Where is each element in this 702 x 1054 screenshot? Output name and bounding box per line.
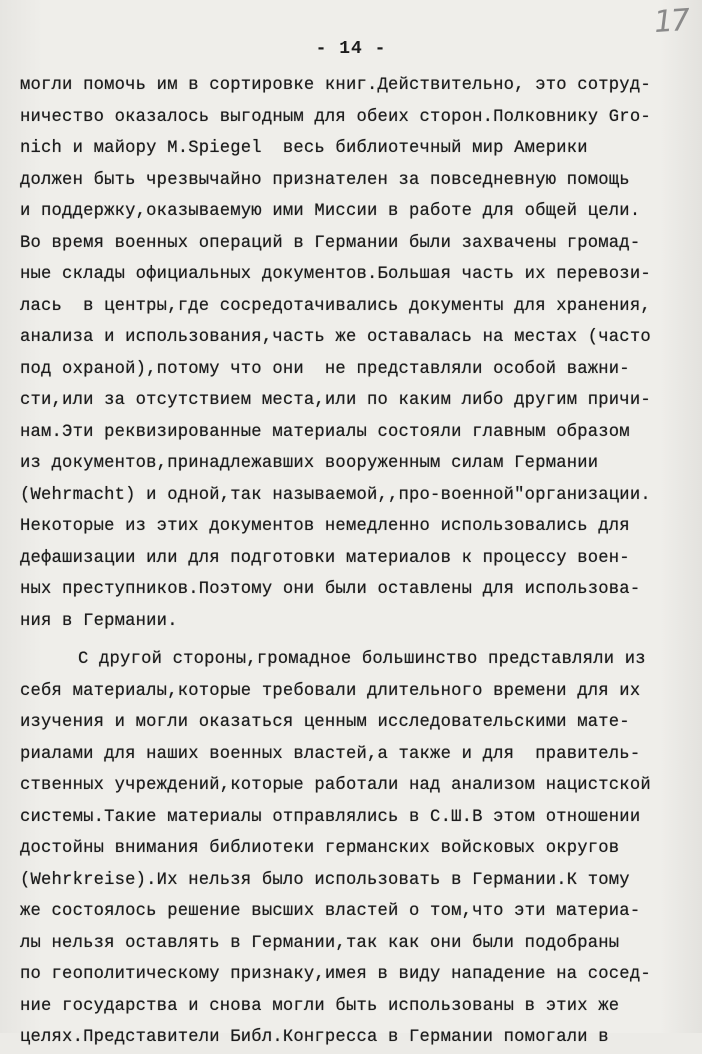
text-line: Во время военных операций в Германии были захвачены громад- — [20, 233, 641, 253]
page-number: - 14 - — [315, 39, 387, 59]
text-line: сти,или за отсутствием места,или по каким либо другим причи- — [20, 391, 651, 410]
text-line: системы.Такие материалы отправлялись в С.Ш.В этом отношении — [20, 807, 641, 827]
text-line: могли помочь им в сортировке книг.Действительно, это сотруд- — [20, 76, 651, 95]
text-line: (Wehrkreise).Их нельзя было использовать в Германии.К тому — [20, 870, 630, 890]
text-line: анализа и использования,часть же оставалась на местах (часто — [20, 328, 651, 347]
text-line: (Wehrmacht) и одной,так называемой,,про-военной"организации. — [20, 485, 651, 505]
text-line: ничество оказалось выгодным для обеих сторон.Полковнику Gro- — [20, 107, 651, 127]
text-line: лы нельзя оставлять в Германии,так как они были подобраны — [20, 933, 620, 953]
text-line-paragraph-start: С другой стороны,громадное большинство представляли из — [78, 650, 646, 669]
text-line: должен быть чрезвычайно признателен за повседневную помощь — [20, 170, 630, 190]
text-line: ные склады официальных документов.Большая часть их перевози- — [20, 265, 651, 284]
text-line: nich и майору M.Spiegel весь библиотечный мир Америки — [20, 139, 588, 158]
text-line: нам.Эти реквизированные материалы состояли главным образом — [20, 422, 630, 442]
text-line: изучения и могли оказаться ценным исследовательскими мате- — [20, 713, 630, 732]
text-line: ние государства и снова могли быть использованы в этих же — [20, 996, 620, 1016]
text-line: дефашизации или для подготовки материалов к процессу воен- — [20, 548, 630, 568]
text-line: из документов,принадлежавших вооруженным силам Германии — [20, 454, 599, 473]
text-line: под охраной),потому что они не представляли особой важни- — [20, 359, 630, 379]
text-line: ственных учреждений,которые работали над анализом нацистской — [20, 776, 651, 795]
text-line: риалами для наших военных властей,а также и для правитель- — [20, 744, 641, 764]
text-line: достойны внимания библиотеки германских войсковых округов — [20, 839, 620, 858]
text-line: ния в Германии. — [20, 611, 178, 631]
text-line: по геополитическому признаку,имея в виду нападение на сосед- — [20, 965, 651, 984]
text-line: Некоторые из этих документов немедленно использовались для — [20, 517, 630, 536]
text-line: лась в центры,где сосредотачивались документы для хранения, — [20, 296, 651, 316]
text-line: ных преступников.Поэтому они были оставлены для использова- — [20, 580, 641, 599]
text-line: и поддержку,оказываемую ими Миссии в работе для общей цели. — [20, 202, 641, 221]
text-line: себя материалы,которые требовали длительного времени для их — [20, 681, 641, 701]
handwritten-folio-number: 17 — [652, 2, 690, 41]
text-line: же состоялось решение высших властей о том,что эти материа- — [20, 902, 641, 921]
text-line: целях.Представители Библ.Конгресса в Германии помогали в — [20, 1028, 609, 1047]
body-text — [20, 70, 692, 1054]
